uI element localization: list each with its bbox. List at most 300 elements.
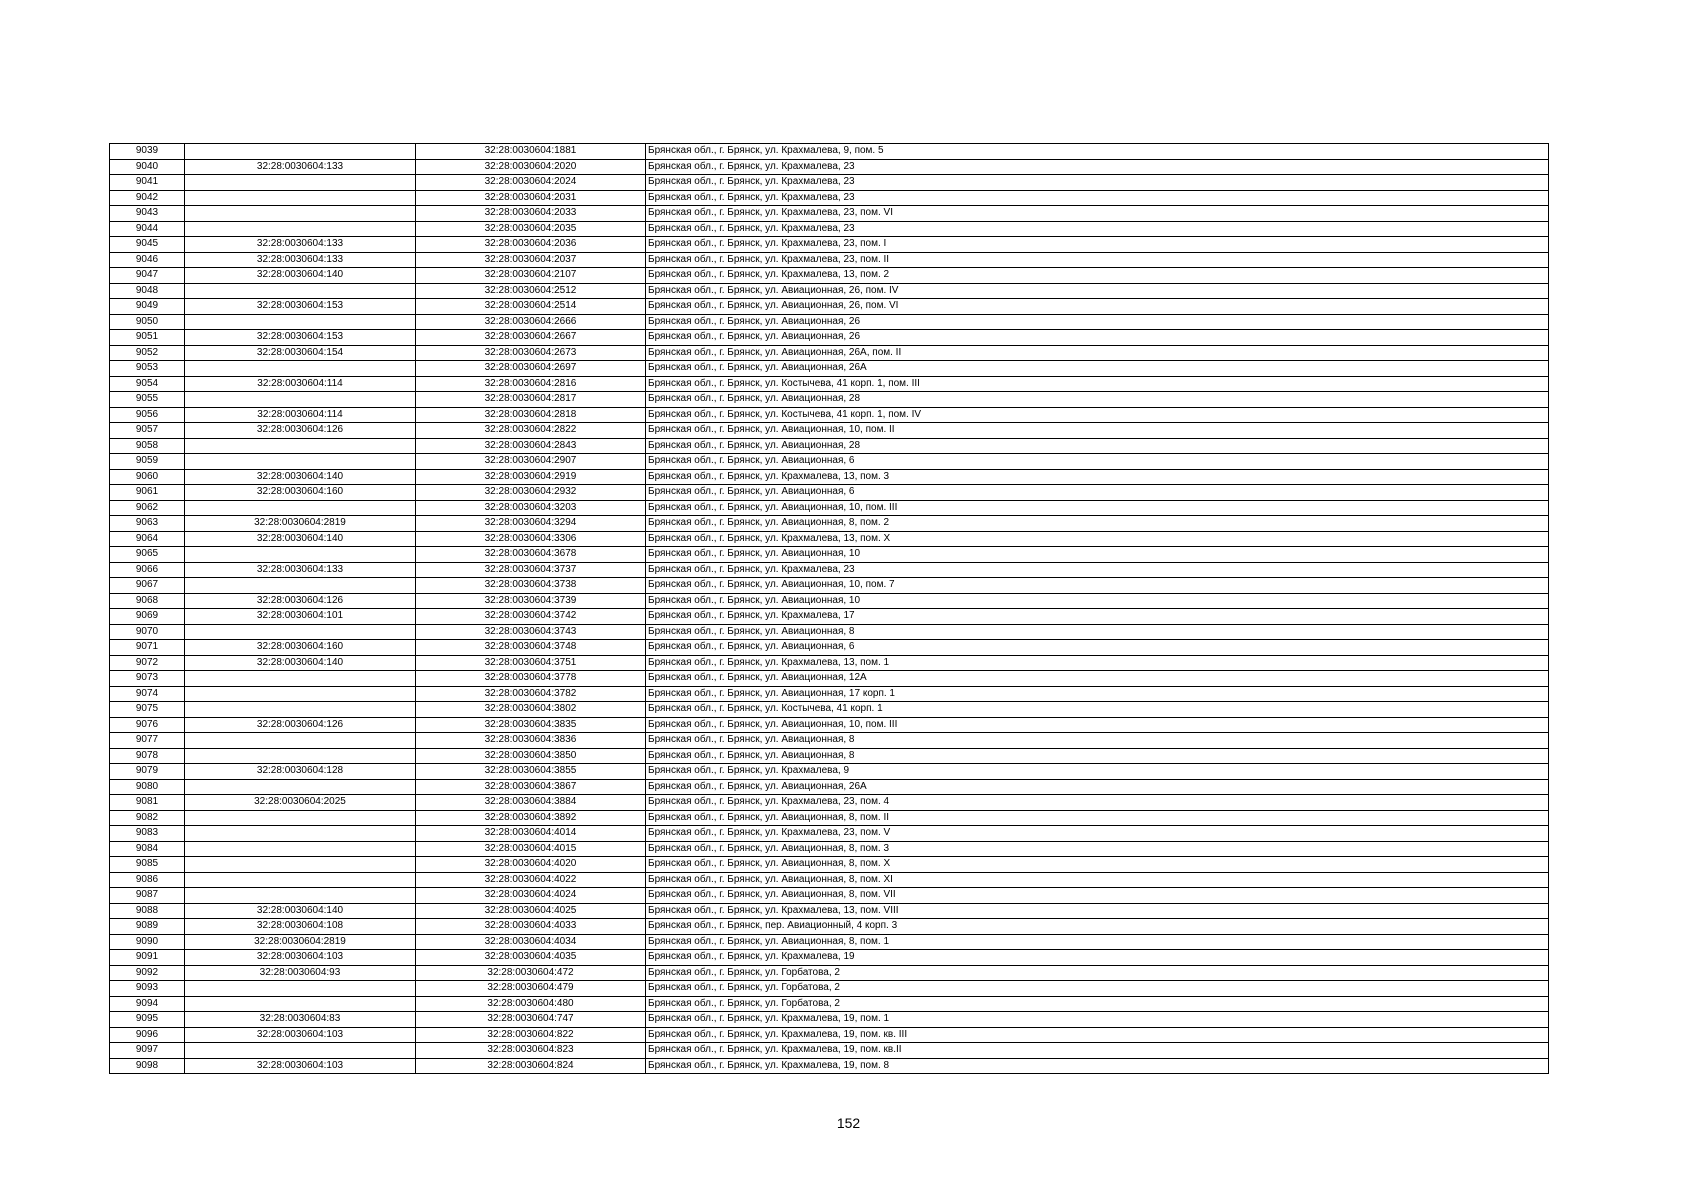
parent-cadastral-number-cell (185, 454, 416, 470)
parent-cadastral-number-cell: 32:28:0030604:140 (185, 655, 416, 671)
row-number-cell: 9083 (110, 826, 185, 842)
parent-cadastral-number-cell (185, 283, 416, 299)
table-row (110, 624, 1549, 640)
row-number-cell: 9061 (110, 485, 185, 501)
row-number-cell: 9074 (110, 686, 185, 702)
row-number-cell: 9063 (110, 516, 185, 532)
row-number-cell: 9059 (110, 454, 185, 470)
table-row (110, 1027, 1549, 1043)
parent-cadastral-number-cell: 32:28:0030604:114 (185, 376, 416, 392)
cadastral-number-cell: 32:28:0030604:2697 (416, 361, 646, 377)
parent-cadastral-number-cell: 32:28:0030604:160 (185, 640, 416, 656)
cadastral-number-cell: 32:28:0030604:480 (416, 996, 646, 1012)
parent-cadastral-number-cell (185, 826, 416, 842)
address-cell: Брянская обл., г. Брянск, ул. Авиационная, 26, пом. IV (646, 283, 1549, 299)
parent-cadastral-number-cell: 32:28:0030604:140 (185, 531, 416, 547)
row-number-cell: 9078 (110, 748, 185, 764)
row-number-cell: 9042 (110, 190, 185, 206)
address-cell: Брянская обл., г. Брянск, ул. Крахмалева, 9, пом. 5 (646, 144, 1549, 160)
cadastral-number-cell: 32:28:0030604:4033 (416, 919, 646, 935)
table-row (110, 283, 1549, 299)
table-row (110, 686, 1549, 702)
parent-cadastral-number-cell: 32:28:0030604:160 (185, 485, 416, 501)
cadastral-number-cell: 32:28:0030604:3892 (416, 810, 646, 826)
cadastral-number-cell: 32:28:0030604:2035 (416, 221, 646, 237)
row-number-cell: 9046 (110, 252, 185, 268)
cadastral-number-cell: 32:28:0030604:2817 (416, 392, 646, 408)
table-row (110, 361, 1549, 377)
table-body (110, 144, 1549, 1074)
cadastral-number-cell: 32:28:0030604:3751 (416, 655, 646, 671)
address-cell: Брянская обл., г. Брянск, ул. Авиационная, 10, пом. III (646, 717, 1549, 733)
cadastral-number-cell: 32:28:0030604:4035 (416, 950, 646, 966)
row-number-cell: 9093 (110, 981, 185, 997)
cadastral-number-cell: 32:28:0030604:4015 (416, 841, 646, 857)
row-number-cell: 9089 (110, 919, 185, 935)
parent-cadastral-number-cell: 32:28:0030604:126 (185, 717, 416, 733)
cadastral-number-cell: 32:28:0030604:2919 (416, 469, 646, 485)
address-cell: Брянская обл., г. Брянск, ул. Крахмалева, 23, пом. 4 (646, 795, 1549, 811)
address-cell: Брянская обл., г. Брянск, ул. Авиационная, 6 (646, 485, 1549, 501)
table-row (110, 562, 1549, 578)
address-cell: Брянская обл., г. Брянск, ул. Авиационная, 26А, пом. II (646, 345, 1549, 361)
table-row (110, 547, 1549, 563)
address-cell: Брянская обл., г. Брянск, ул. Крахмалева, 23 (646, 175, 1549, 191)
row-number-cell: 9076 (110, 717, 185, 733)
parent-cadastral-number-cell (185, 686, 416, 702)
cadastral-number-cell: 32:28:0030604:3748 (416, 640, 646, 656)
parent-cadastral-number-cell: 32:28:0030604:2819 (185, 516, 416, 532)
cadastral-number-cell: 32:28:0030604:3743 (416, 624, 646, 640)
table-row (110, 702, 1549, 718)
address-cell: Брянская обл., г. Брянск, ул. Авиационная, 17 корп. 1 (646, 686, 1549, 702)
cadastral-number-cell: 32:28:0030604:3836 (416, 733, 646, 749)
cadastral-number-cell: 32:28:0030604:3203 (416, 500, 646, 516)
table-row (110, 454, 1549, 470)
parent-cadastral-number-cell (185, 206, 416, 222)
parent-cadastral-number-cell: 32:28:0030604:103 (185, 1027, 416, 1043)
parent-cadastral-number-cell (185, 702, 416, 718)
cadastral-number-cell: 32:28:0030604:2033 (416, 206, 646, 222)
address-cell: Брянская обл., г. Брянск, ул. Костычева, 41 корп. 1, пом. IV (646, 407, 1549, 423)
cadastral-number-cell: 32:28:0030604:3294 (416, 516, 646, 532)
parent-cadastral-number-cell: 32:28:0030604:93 (185, 965, 416, 981)
row-number-cell: 9071 (110, 640, 185, 656)
row-number-cell: 9069 (110, 609, 185, 625)
address-cell: Брянская обл., г. Брянск, ул. Авиационная, 28 (646, 438, 1549, 454)
table-row (110, 888, 1549, 904)
row-number-cell: 9048 (110, 283, 185, 299)
parent-cadastral-number-cell: 32:28:0030604:126 (185, 593, 416, 609)
address-cell: Брянская обл., г. Брянск, ул. Крахмалева, 23, пом. V (646, 826, 1549, 842)
cadastral-number-cell: 32:28:0030604:2818 (416, 407, 646, 423)
row-number-cell: 9067 (110, 578, 185, 594)
cadastral-number-cell: 32:28:0030604:2843 (416, 438, 646, 454)
parent-cadastral-number-cell: 32:28:0030604:154 (185, 345, 416, 361)
address-cell: Брянская обл., г. Брянск, ул. Авиационная, 8 (646, 748, 1549, 764)
parent-cadastral-number-cell: 32:28:0030604:2025 (185, 795, 416, 811)
cadastral-number-cell: 32:28:0030604:4020 (416, 857, 646, 873)
table-row (110, 438, 1549, 454)
cadastral-number-cell: 32:28:0030604:2667 (416, 330, 646, 346)
parent-cadastral-number-cell (185, 190, 416, 206)
row-number-cell: 9045 (110, 237, 185, 253)
row-number-cell: 9066 (110, 562, 185, 578)
cadastral-number-cell: 32:28:0030604:3778 (416, 671, 646, 687)
row-number-cell: 9097 (110, 1043, 185, 1059)
table-row (110, 934, 1549, 950)
cadastral-number-cell: 32:28:0030604:3306 (416, 531, 646, 547)
address-cell: Брянская обл., г. Брянск, ул. Авиационная, 12А (646, 671, 1549, 687)
cadastral-table (109, 143, 1549, 1074)
page-number: 152 (836, 1115, 861, 1131)
table-row (110, 764, 1549, 780)
address-cell: Брянская обл., г. Брянск, ул. Костычева, 41 корп. 1 (646, 702, 1549, 718)
table-row (110, 485, 1549, 501)
address-cell: Брянская обл., г. Брянск, ул. Авиационная, 8, пом. II (646, 810, 1549, 826)
row-number-cell: 9041 (110, 175, 185, 191)
parent-cadastral-number-cell: 32:28:0030604:128 (185, 764, 416, 780)
row-number-cell: 9054 (110, 376, 185, 392)
parent-cadastral-number-cell (185, 392, 416, 408)
cadastral-number-cell: 32:28:0030604:3738 (416, 578, 646, 594)
cadastral-number-cell: 32:28:0030604:2816 (416, 376, 646, 392)
cadastral-number-cell: 32:28:0030604:3782 (416, 686, 646, 702)
address-cell: Брянская обл., г. Брянск, ул. Крахмалева, 19, пом. кв. III (646, 1027, 1549, 1043)
cadastral-number-cell: 32:28:0030604:3867 (416, 779, 646, 795)
parent-cadastral-number-cell (185, 857, 416, 873)
cadastral-number-cell: 32:28:0030604:2666 (416, 314, 646, 330)
address-cell: Брянская обл., г. Брянск, ул. Авиационная, 8, пом. 3 (646, 841, 1549, 857)
cadastral-number-cell: 32:28:0030604:4034 (416, 934, 646, 950)
parent-cadastral-number-cell: 32:28:0030604:140 (185, 903, 416, 919)
address-cell: Брянская обл., г. Брянск, ул. Крахмалева, 23 (646, 190, 1549, 206)
table-row (110, 872, 1549, 888)
address-cell: Брянская обл., г. Брянск, ул. Крахмалева, 9 (646, 764, 1549, 780)
address-cell: Брянская обл., г. Брянск, ул. Авиационная, 26 (646, 314, 1549, 330)
row-number-cell: 9072 (110, 655, 185, 671)
cadastral-number-cell: 32:28:0030604:4022 (416, 872, 646, 888)
row-number-cell: 9085 (110, 857, 185, 873)
table-row (110, 268, 1549, 284)
cadastral-number-cell: 32:28:0030604:747 (416, 1012, 646, 1028)
address-cell: Брянская обл., г. Брянск, ул. Авиационная, 8, пом. X (646, 857, 1549, 873)
address-cell: Брянская обл., г. Брянск, ул. Авиационная, 28 (646, 392, 1549, 408)
table-row (110, 950, 1549, 966)
row-number-cell: 9094 (110, 996, 185, 1012)
cadastral-number-cell: 32:28:0030604:2512 (416, 283, 646, 299)
table-row (110, 981, 1549, 997)
table-row (110, 500, 1549, 516)
parent-cadastral-number-cell: 32:28:0030604:133 (185, 562, 416, 578)
cadastral-number-cell: 32:28:0030604:3737 (416, 562, 646, 578)
parent-cadastral-number-cell (185, 175, 416, 191)
cadastral-number-cell: 32:28:0030604:3855 (416, 764, 646, 780)
address-cell: Брянская обл., г. Брянск, ул. Авиационная, 26А (646, 779, 1549, 795)
table-row (110, 593, 1549, 609)
parent-cadastral-number-cell (185, 671, 416, 687)
parent-cadastral-number-cell: 32:28:0030604:153 (185, 330, 416, 346)
parent-cadastral-number-cell (185, 981, 416, 997)
address-cell: Брянская обл., г. Брянск, ул. Авиационная, 6 (646, 640, 1549, 656)
parent-cadastral-number-cell: 32:28:0030604:103 (185, 1058, 416, 1074)
row-number-cell: 9043 (110, 206, 185, 222)
address-cell: Брянская обл., г. Брянск, ул. Крахмалева, 23, пом. VI (646, 206, 1549, 222)
address-cell: Брянская обл., г. Брянск, ул. Крахмалева, 19, пом. кв.II (646, 1043, 1549, 1059)
cadastral-number-cell: 32:28:0030604:2037 (416, 252, 646, 268)
row-number-cell: 9050 (110, 314, 185, 330)
address-cell: Брянская обл., г. Брянск, ул. Крахмалева, 19, пом. 8 (646, 1058, 1549, 1074)
cadastral-number-cell: 32:28:0030604:3884 (416, 795, 646, 811)
parent-cadastral-number-cell: 32:28:0030604:140 (185, 268, 416, 284)
parent-cadastral-number-cell (185, 996, 416, 1012)
parent-cadastral-number-cell: 32:28:0030604:126 (185, 423, 416, 439)
parent-cadastral-number-cell: 32:28:0030604:101 (185, 609, 416, 625)
table-row (110, 345, 1549, 361)
table-row (110, 237, 1549, 253)
address-cell: Брянская обл., г. Брянск, ул. Авиационная, 10, пом. III (646, 500, 1549, 516)
row-number-cell: 9090 (110, 934, 185, 950)
row-number-cell: 9086 (110, 872, 185, 888)
table-row (110, 1058, 1549, 1074)
cadastral-number-cell: 32:28:0030604:2020 (416, 159, 646, 175)
address-cell: Брянская обл., г. Брянск, ул. Авиационная, 26, пом. VI (646, 299, 1549, 315)
cadastral-number-cell: 32:28:0030604:4014 (416, 826, 646, 842)
cadastral-number-cell: 32:28:0030604:4025 (416, 903, 646, 919)
cadastral-number-cell: 32:28:0030604:824 (416, 1058, 646, 1074)
row-number-cell: 9082 (110, 810, 185, 826)
cadastral-number-cell: 32:28:0030604:3678 (416, 547, 646, 563)
address-cell: Брянская обл., г. Брянск, ул. Крахмалева, 13, пом. 1 (646, 655, 1549, 671)
row-number-cell: 9075 (110, 702, 185, 718)
address-cell: Брянская обл., г. Брянск, пер. Авиационный, 4 корп. 3 (646, 919, 1549, 935)
table-row (110, 221, 1549, 237)
cadastral-number-cell: 32:28:0030604:2107 (416, 268, 646, 284)
parent-cadastral-number-cell (185, 144, 416, 160)
table-row (110, 857, 1549, 873)
table-row (110, 733, 1549, 749)
cadastral-number-cell: 32:28:0030604:2932 (416, 485, 646, 501)
row-number-cell: 9096 (110, 1027, 185, 1043)
row-number-cell: 9079 (110, 764, 185, 780)
table-row (110, 903, 1549, 919)
table-row (110, 965, 1549, 981)
table-row (110, 795, 1549, 811)
cadastral-number-cell: 32:28:0030604:2514 (416, 299, 646, 315)
cadastral-number-cell: 32:28:0030604:3850 (416, 748, 646, 764)
table-row (110, 175, 1549, 191)
parent-cadastral-number-cell: 32:28:0030604:114 (185, 407, 416, 423)
address-cell: Брянская обл., г. Брянск, ул. Крахмалева, 23 (646, 159, 1549, 175)
table-row (110, 330, 1549, 346)
cadastral-number-cell: 32:28:0030604:2031 (416, 190, 646, 206)
parent-cadastral-number-cell (185, 810, 416, 826)
cadastral-number-cell: 32:28:0030604:2673 (416, 345, 646, 361)
table-row (110, 779, 1549, 795)
address-cell: Брянская обл., г. Брянск, ул. Авиационная, 8, пом. 2 (646, 516, 1549, 532)
cadastral-number-cell: 32:28:0030604:823 (416, 1043, 646, 1059)
row-number-cell: 9073 (110, 671, 185, 687)
address-cell: Брянская обл., г. Брянск, ул. Авиационная, 8, пом. XI (646, 872, 1549, 888)
table-row (110, 299, 1549, 315)
table-row (110, 1012, 1549, 1028)
row-number-cell: 9049 (110, 299, 185, 315)
table-row (110, 841, 1549, 857)
table-row (110, 190, 1549, 206)
cadastral-number-cell: 32:28:0030604:472 (416, 965, 646, 981)
address-cell: Брянская обл., г. Брянск, ул. Авиационная, 10, пом. II (646, 423, 1549, 439)
address-cell: Брянская обл., г. Брянск, ул. Крахмалева, 17 (646, 609, 1549, 625)
address-cell: Брянская обл., г. Брянск, ул. Крахмалева, 19 (646, 950, 1549, 966)
cadastral-number-cell: 32:28:0030604:2822 (416, 423, 646, 439)
parent-cadastral-number-cell (185, 733, 416, 749)
address-cell: Брянская обл., г. Брянск, ул. Крахмалева, 23, пом. II (646, 252, 1549, 268)
parent-cadastral-number-cell: 32:28:0030604:133 (185, 237, 416, 253)
row-number-cell: 9068 (110, 593, 185, 609)
parent-cadastral-number-cell (185, 624, 416, 640)
parent-cadastral-number-cell: 32:28:0030604:108 (185, 919, 416, 935)
row-number-cell: 9098 (110, 1058, 185, 1074)
table-row (110, 609, 1549, 625)
row-number-cell: 9058 (110, 438, 185, 454)
cadastral-number-cell: 32:28:0030604:3742 (416, 609, 646, 625)
row-number-cell: 9053 (110, 361, 185, 377)
parent-cadastral-number-cell (185, 547, 416, 563)
cadastral-number-cell: 32:28:0030604:2036 (416, 237, 646, 253)
parent-cadastral-number-cell (185, 888, 416, 904)
cadastral-number-cell: 32:28:0030604:2024 (416, 175, 646, 191)
parent-cadastral-number-cell (185, 314, 416, 330)
parent-cadastral-number-cell: 32:28:0030604:133 (185, 159, 416, 175)
parent-cadastral-number-cell (185, 500, 416, 516)
address-cell: Брянская обл., г. Брянск, ул. Крахмалева, 23, пом. I (646, 237, 1549, 253)
row-number-cell: 9080 (110, 779, 185, 795)
row-number-cell: 9052 (110, 345, 185, 361)
address-cell: Брянская обл., г. Брянск, ул. Авиационная, 8, пом. 1 (646, 934, 1549, 950)
table-row (110, 640, 1549, 656)
row-number-cell: 9077 (110, 733, 185, 749)
table-row (110, 144, 1549, 160)
cadastral-number-cell: 32:28:0030604:3835 (416, 717, 646, 733)
row-number-cell: 9056 (110, 407, 185, 423)
row-number-cell: 9088 (110, 903, 185, 919)
row-number-cell: 9044 (110, 221, 185, 237)
table-row (110, 376, 1549, 392)
address-cell: Брянская обл., г. Брянск, ул. Авиационная, 8 (646, 624, 1549, 640)
cadastral-number-cell: 32:28:0030604:3802 (416, 702, 646, 718)
address-cell: Брянская обл., г. Брянск, ул. Горбатова, 2 (646, 965, 1549, 981)
address-cell: Брянская обл., г. Брянск, ул. Горбатова, 2 (646, 981, 1549, 997)
row-number-cell: 9092 (110, 965, 185, 981)
address-cell: Брянская обл., г. Брянск, ул. Крахмалева, 13, пом. X (646, 531, 1549, 547)
address-cell: Брянская обл., г. Брянск, ул. Крахмалева, 13, пом. 2 (646, 268, 1549, 284)
row-number-cell: 9051 (110, 330, 185, 346)
cadastral-number-cell: 32:28:0030604:3739 (416, 593, 646, 609)
row-number-cell: 9091 (110, 950, 185, 966)
address-cell: Брянская обл., г. Брянск, ул. Авиационная, 8, пом. VII (646, 888, 1549, 904)
address-cell: Брянская обл., г. Брянск, ул. Крахмалева, 13, пом. VIII (646, 903, 1549, 919)
row-number-cell: 9087 (110, 888, 185, 904)
address-cell: Брянская обл., г. Брянск, ул. Крахмалева, 23 (646, 562, 1549, 578)
table-row (110, 1043, 1549, 1059)
parent-cadastral-number-cell (185, 438, 416, 454)
table-row (110, 826, 1549, 842)
parent-cadastral-number-cell (185, 1043, 416, 1059)
cadastral-number-cell: 32:28:0030604:479 (416, 981, 646, 997)
parent-cadastral-number-cell: 32:28:0030604:140 (185, 469, 416, 485)
table-row (110, 206, 1549, 222)
table-row (110, 469, 1549, 485)
address-cell: Брянская обл., г. Брянск, ул. Авиационная, 8 (646, 733, 1549, 749)
parent-cadastral-number-cell (185, 361, 416, 377)
table-row (110, 407, 1549, 423)
table-row (110, 748, 1549, 764)
address-cell: Брянская обл., г. Брянск, ул. Авиационная, 10, пом. 7 (646, 578, 1549, 594)
parent-cadastral-number-cell: 32:28:0030604:83 (185, 1012, 416, 1028)
table-row (110, 919, 1549, 935)
cadastral-number-cell: 32:28:0030604:822 (416, 1027, 646, 1043)
table-row (110, 159, 1549, 175)
table-row (110, 810, 1549, 826)
row-number-cell: 9062 (110, 500, 185, 516)
parent-cadastral-number-cell (185, 872, 416, 888)
address-cell: Брянская обл., г. Брянск, ул. Крахмалева, 19, пом. 1 (646, 1012, 1549, 1028)
address-cell: Брянская обл., г. Брянск, ул. Авиационная, 10 (646, 593, 1549, 609)
row-number-cell: 9095 (110, 1012, 185, 1028)
table-row (110, 996, 1549, 1012)
address-cell: Брянская обл., г. Брянск, ул. Горбатова, 2 (646, 996, 1549, 1012)
table-row (110, 423, 1549, 439)
row-number-cell: 9040 (110, 159, 185, 175)
parent-cadastral-number-cell (185, 779, 416, 795)
parent-cadastral-number-cell: 32:28:0030604:133 (185, 252, 416, 268)
parent-cadastral-number-cell (185, 221, 416, 237)
address-cell: Брянская обл., г. Брянск, ул. Крахмалева, 13, пом. 3 (646, 469, 1549, 485)
table-row (110, 531, 1549, 547)
cadastral-number-cell: 32:28:0030604:4024 (416, 888, 646, 904)
row-number-cell: 9060 (110, 469, 185, 485)
table-row (110, 516, 1549, 532)
table-row (110, 314, 1549, 330)
table-row (110, 717, 1549, 733)
table-row (110, 655, 1549, 671)
table-row (110, 578, 1549, 594)
table-row (110, 392, 1549, 408)
parent-cadastral-number-cell (185, 748, 416, 764)
table-row (110, 671, 1549, 687)
row-number-cell: 9039 (110, 144, 185, 160)
parent-cadastral-number-cell: 32:28:0030604:2819 (185, 934, 416, 950)
address-cell: Брянская обл., г. Брянск, ул. Авиационная, 26 (646, 330, 1549, 346)
address-cell: Брянская обл., г. Брянск, ул. Авиационная, 10 (646, 547, 1549, 563)
row-number-cell: 9064 (110, 531, 185, 547)
row-number-cell: 9047 (110, 268, 185, 284)
row-number-cell: 9070 (110, 624, 185, 640)
cadastral-number-cell: 32:28:0030604:1881 (416, 144, 646, 160)
parent-cadastral-number-cell (185, 578, 416, 594)
address-cell: Брянская обл., г. Брянск, ул. Костычева, 41 корп. 1, пом. III (646, 376, 1549, 392)
address-cell: Брянская обл., г. Брянск, ул. Авиационная, 6 (646, 454, 1549, 470)
row-number-cell: 9057 (110, 423, 185, 439)
row-number-cell: 9055 (110, 392, 185, 408)
row-number-cell: 9065 (110, 547, 185, 563)
table-row (110, 252, 1549, 268)
row-number-cell: 9081 (110, 795, 185, 811)
parent-cadastral-number-cell: 32:28:0030604:153 (185, 299, 416, 315)
parent-cadastral-number-cell: 32:28:0030604:103 (185, 950, 416, 966)
parent-cadastral-number-cell (185, 841, 416, 857)
address-cell: Брянская обл., г. Брянск, ул. Авиационная, 26А (646, 361, 1549, 377)
